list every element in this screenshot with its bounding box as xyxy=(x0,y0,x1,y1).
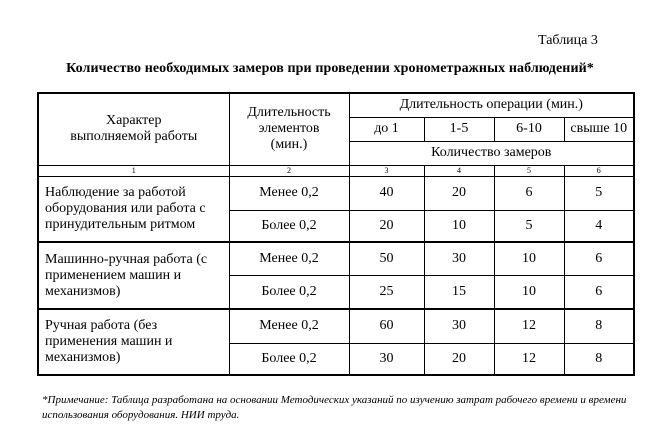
value-cell: 20 xyxy=(424,176,494,210)
header-range-1: до 1 xyxy=(349,117,424,141)
duration-cell: Более 0,2 xyxy=(229,210,349,242)
value-cell: 20 xyxy=(349,210,424,242)
value-cell: 12 xyxy=(494,343,564,375)
header-range-4: свыше 10 xyxy=(564,117,634,141)
table-row xyxy=(38,242,634,275)
column-number: 4 xyxy=(424,165,494,176)
duration-cell: Менее 0,2 xyxy=(229,176,349,210)
duration-cell: Менее 0,2 xyxy=(229,242,349,275)
value-cell: 12 xyxy=(494,309,564,343)
value-cell: 4 xyxy=(564,210,634,242)
duration-cell: Более 0,2 xyxy=(229,343,349,375)
value-cell: 8 xyxy=(564,309,634,343)
column-number: 6 xyxy=(564,165,634,176)
table-footnote: *Примечание: Таблица разработана на основании Методических указаний по изучению затрат рабочего времени и времени использования оборудования. НИИ труда. xyxy=(42,394,627,421)
header-range-2: 1-5 xyxy=(424,117,494,141)
header-operation-duration: Длительность операции (мин.) xyxy=(349,93,634,117)
value-cell: 30 xyxy=(424,242,494,275)
measurements-table xyxy=(37,92,635,376)
duration-cell: Менее 0,2 xyxy=(229,309,349,343)
header-element-duration: Длительность элементов (мин.) xyxy=(229,93,349,165)
table-row xyxy=(38,309,634,343)
value-cell: 10 xyxy=(494,242,564,275)
work-type-cell: Наблюдение за работой оборудования или работа с принудительным ритмом xyxy=(38,176,229,242)
column-number: 2 xyxy=(229,165,349,176)
header-range-3: 6-10 xyxy=(494,117,564,141)
value-cell: 6 xyxy=(564,275,634,309)
table-row xyxy=(38,176,634,210)
work-type-cell: Ручная работа (без применения машин и механизмов) xyxy=(38,309,229,375)
value-cell: 50 xyxy=(349,242,424,275)
value-cell: 5 xyxy=(494,210,564,242)
value-cell: 30 xyxy=(424,309,494,343)
value-cell: 15 xyxy=(424,275,494,309)
value-cell: 10 xyxy=(494,275,564,309)
value-cell: 6 xyxy=(494,176,564,210)
value-cell: 30 xyxy=(349,343,424,375)
column-number: 1 xyxy=(38,165,229,176)
header-count-label: Количество замеров xyxy=(349,141,634,165)
value-cell: 10 xyxy=(424,210,494,242)
value-cell: 40 xyxy=(349,176,424,210)
table-caption: Количество необходимых замеров при проведении хронометражных наблюдений* xyxy=(66,61,594,76)
value-cell: 20 xyxy=(424,343,494,375)
value-cell: 60 xyxy=(349,309,424,343)
column-number: 3 xyxy=(349,165,424,176)
table-number-label: Таблица 3 xyxy=(538,33,598,48)
value-cell: 5 xyxy=(564,176,634,210)
work-type-cell: Машинно-ручная работа (с применением машин и механизмов) xyxy=(38,242,229,309)
header-work-character: Характер выполняемой работы xyxy=(38,93,229,165)
value-cell: 8 xyxy=(564,343,634,375)
value-cell: 25 xyxy=(349,275,424,309)
duration-cell: Более 0,2 xyxy=(229,275,349,309)
value-cell: 6 xyxy=(564,242,634,275)
column-number: 5 xyxy=(494,165,564,176)
